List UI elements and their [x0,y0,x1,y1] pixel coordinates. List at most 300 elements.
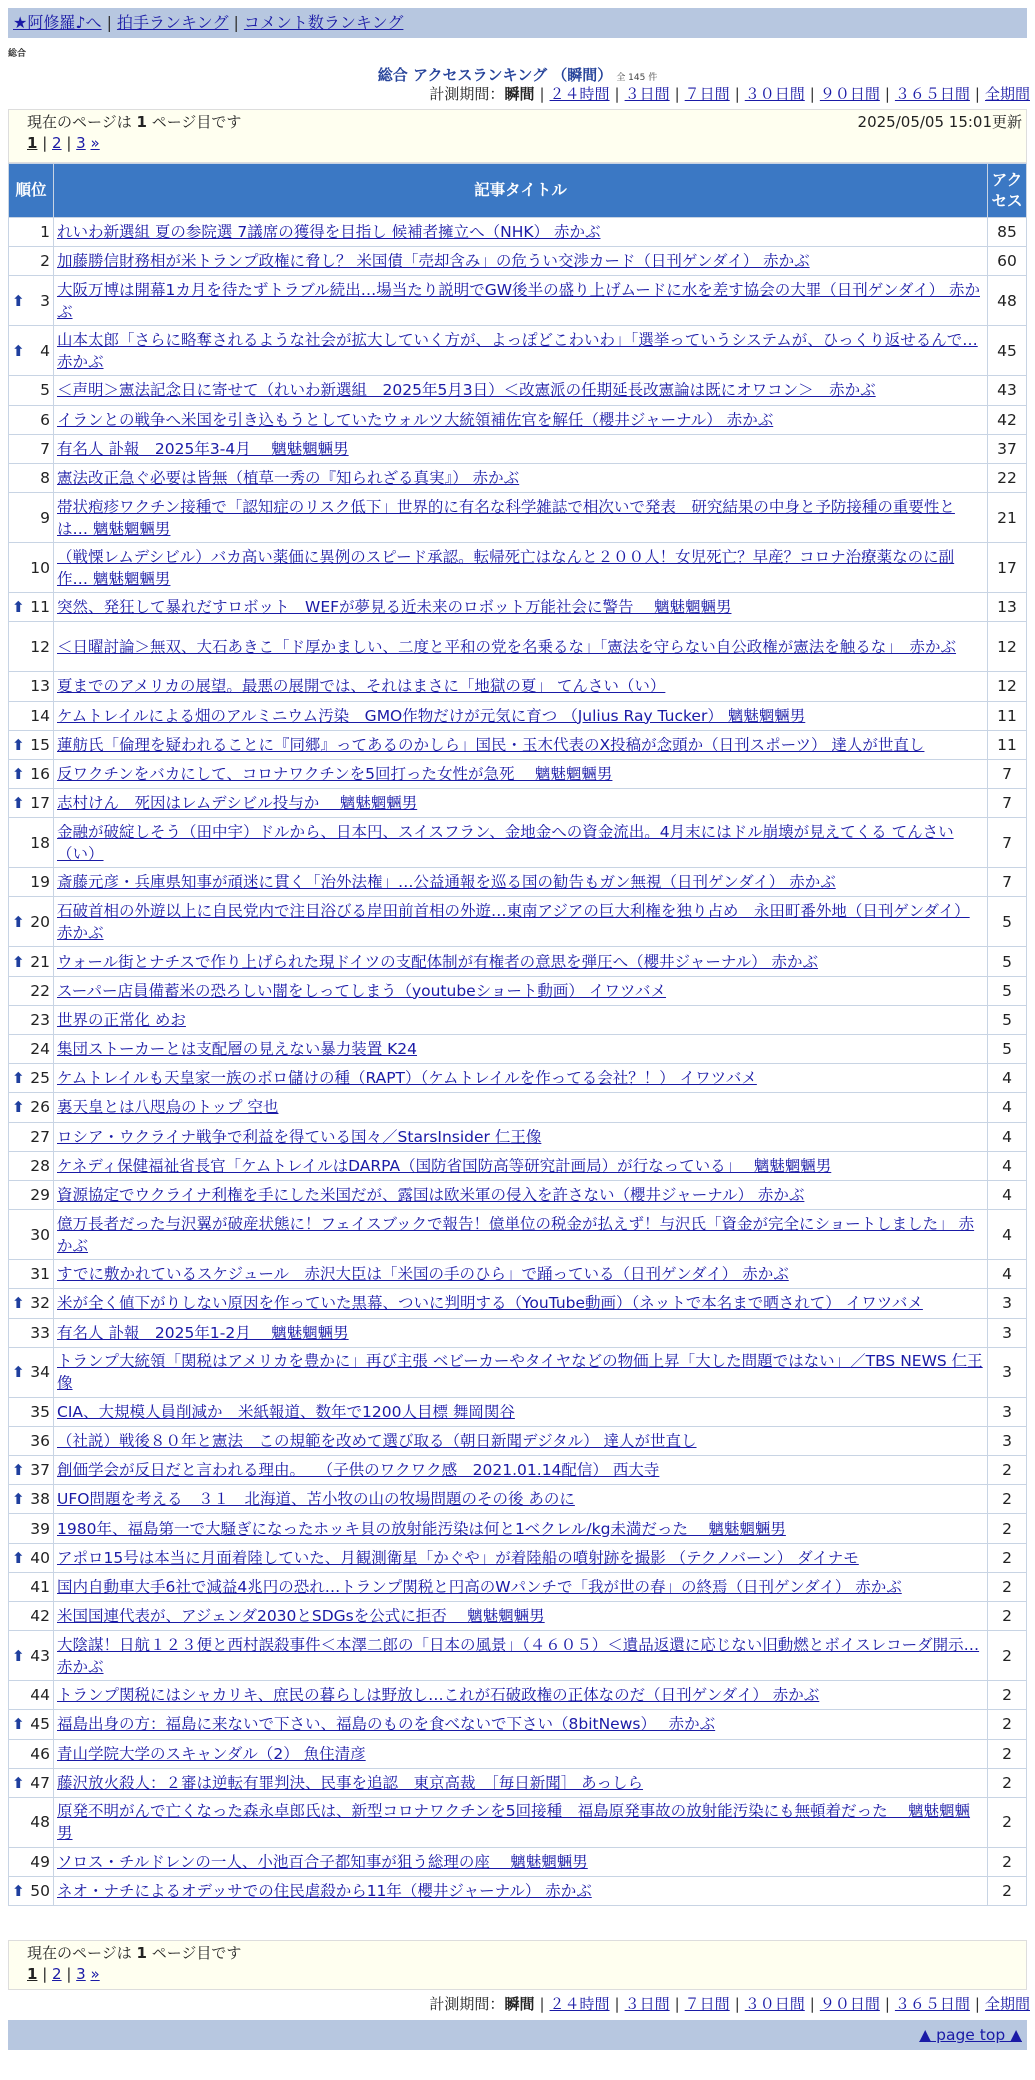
rank-number: 26 [30,1098,50,1117]
table-row [9,593,1027,622]
page-link[interactable]: 2 [52,134,62,152]
access-count: 2 [988,1572,1027,1601]
period-option[interactable]: ３日間 [624,1995,670,2013]
separator: | [614,1995,620,2013]
article-link[interactable]: 青山学院大学のスキャンダル（2） 魚住清彦 [57,1744,366,1763]
period-option[interactable]: ３６５日間 [894,1995,970,2013]
separator: | [809,1995,815,2013]
article-link[interactable]: UFO問題を考える ３１ 北海道、苫小牧の山の牧場問題のその後 あのに [57,1490,575,1509]
article-link[interactable]: 国内自動車大手6社で減益4兆円の恐れ…トランプ関税と円高のWパンチで「我が世の春」の終焉（日刊ゲンダイ） 赤かぶ [57,1577,902,1596]
rank-cell [9,1122,54,1151]
table-row [9,947,1027,976]
rank-cell [9,622,54,672]
rank-cell [9,493,54,543]
title-cell [54,1210,988,1260]
title-cell [54,1681,988,1710]
title-cell [54,1572,988,1601]
article-link[interactable]: 反ワクチンをバカにして、コロナワクチンを5回打った女性が急死 魑魅魍魎男 [57,764,613,783]
access-count: 45 [988,326,1027,376]
title-cell [54,1426,988,1455]
article-link[interactable]: イランとの戦争へ米国を引き込もうとしていたウォルツ大統領補佐官を解任（櫻井ジャーナル） 赤かぶ [57,410,774,429]
rank-number: 35 [30,1402,50,1421]
separator: | [884,85,890,103]
up-arrow-icon: ⬆ [12,952,25,971]
article-link[interactable]: 裏天皇とは八咫烏のトップ 空也 [57,1098,279,1117]
title-cell [54,405,988,434]
rank-number: 15 [30,735,50,754]
article-link[interactable]: 有名人 訃報 2025年3-4月 魑魅魍魎男 [57,439,349,458]
rank-cell [9,1093,54,1122]
article-link[interactable]: 米国国連代表が、アジェンダ2030とSDGsを公式に拒否 魑魅魍魎男 [57,1607,545,1626]
rank-number: 36 [30,1431,50,1450]
article-link[interactable]: 金融が破綻しそう（田中宇）ドルから、日本円、スイスフラン、金地金への資金流出。4月末にはドル崩壊が見えてくる てんさい（い） [57,822,954,863]
article-link[interactable]: 資源協定でウクライナ利権を手にした米国だが、露国は欧米軍の侵入を許さない（櫻井ジャーナル） 赤かぶ [57,1186,805,1205]
rank-number: 12 [30,637,50,656]
access-count: 4 [988,1151,1027,1180]
rank-cell [9,1180,54,1209]
table-row [9,1456,1027,1485]
article-link[interactable]: 帯状疱疹ワクチン接種で「認知症のリスク低下」世界的に有名な科学雑誌で相次いで発表 研究結果の中身と予防接種の重要性とは… 魑魅魍魎男 [57,497,955,538]
table-row [9,1260,1027,1289]
access-count: 5 [988,976,1027,1005]
article-link[interactable]: ＜日曜討論＞無双、大石あきこ「ド厚かましい、二度と平和の党を名乗るな」「憲法を守らない自公政権が憲法を触るな」 赤かぶ [57,637,957,656]
article-link[interactable]: 米が全く値下がりしない原因を作っていた黒幕、ついに判明する（YouTube動画）（ネットで本名まで晒されて） イワツバメ [57,1294,923,1313]
ranking-title-text: 総合 アクセスランキング （瞬間） [377,66,613,84]
rank-cell [9,730,54,759]
article-link[interactable]: スーパー店員備蓄米の恐ろしい闇をしってしまう（youtubeショート動画） イワツバメ [57,981,667,1000]
article-link[interactable]: 創価学会が反日だと言われる理由。 （子供のワクワク感 2021.01.14配信） 西大寺 [57,1461,660,1480]
table-row [9,543,1027,593]
table-row [9,405,1027,434]
title-cell [54,1318,988,1347]
access-count: 2 [988,1768,1027,1797]
rank-cell [9,1289,54,1318]
rank-number: 38 [30,1490,50,1509]
title-cell [54,1877,988,1906]
table-row [9,1877,1027,1906]
table-row [9,1005,1027,1034]
table-row [9,1289,1027,1318]
table-row [9,218,1027,247]
table-row [9,1347,1027,1397]
rank-number: 24 [30,1040,50,1059]
separator: | [106,13,112,32]
rank-number: 46 [30,1744,50,1763]
period-selector-bottom [429,1994,1030,2014]
table-row [9,434,1027,463]
separator: | [539,85,545,103]
title-cell [54,1064,988,1093]
rank-number: 33 [30,1323,50,1342]
article-link[interactable]: ＜声明＞憲法記念日に寄せて（れいわ新選組 2025年5月3日）＜改憲派の任期延長改憲論は既にオワコン＞ 赤かぶ [57,381,876,400]
ranking-title [0,64,1035,85]
access-count: 2 [988,1631,1027,1681]
period-option[interactable]: ７日間 [684,85,730,103]
title-cell [54,1514,988,1543]
up-arrow-icon: ⬆ [12,1069,25,1088]
access-count: 4 [988,1064,1027,1093]
table-row [9,1631,1027,1681]
article-link[interactable]: ケムトレイルによる畑のアルミニウム汚染 GMO作物だけが元気に育つ （Julius Ray Tucker） 魑魅魍魎男 [57,706,806,725]
table-row [9,672,1027,701]
table-row [9,463,1027,492]
access-count: 2 [988,1602,1027,1631]
rank-cell [9,405,54,434]
title-cell [54,701,988,730]
period-option[interactable]: ２４時間 [549,1995,610,2013]
article-link[interactable]: 大陰謀！日航１２３便と西村誤殺事件＜本澤二郎の「日本の風景」（４６０５）＜遺品返還に応じない旧動燃とボイスレコーダ開示… 赤かぶ [57,1635,980,1676]
up-arrow-icon: ⬆ [12,1715,25,1734]
clap-ranking-link[interactable]: 拍手ランキング [116,13,229,32]
rank-cell [9,701,54,730]
table-row [9,376,1027,405]
table-row [9,276,1027,326]
title-cell [54,1768,988,1797]
ranking-table [8,163,1027,1906]
rank-cell [9,1064,54,1093]
article-link[interactable]: ケムトレイルも天皇家一族のボロ儲けの種（RAPT）（ケムトレイルを作ってる会社？！） イワツバメ [57,1069,757,1088]
title-cell [54,818,988,868]
title-cell [54,326,988,376]
title-cell [54,976,988,1005]
period-label: 計測期間： [429,85,505,103]
rank-number: 28 [30,1156,50,1175]
rank-cell [9,276,54,326]
period-option[interactable]: 全期間 [984,85,1030,103]
ranking-body [9,218,1027,1906]
rank-cell [9,1847,54,1876]
table-row [9,789,1027,818]
access-count: 7 [988,759,1027,788]
title-cell [54,622,988,672]
rank-cell [9,1877,54,1906]
table-row [9,1093,1027,1122]
comment-ranking-link[interactable]: コメント数ランキング [243,13,404,32]
article-link[interactable]: 有名人 訃報 2025年1-2月 魑魅魍魎男 [57,1323,349,1342]
pagination-top [27,133,1014,154]
title-cell [54,947,988,976]
rank-number: 11 [30,598,50,617]
rank-cell [9,672,54,701]
table-row [9,1543,1027,1572]
rank-cell [9,1710,54,1739]
up-arrow-icon: ⬆ [12,1773,25,1792]
period-current: 瞬間 [504,1995,535,2013]
table-row [9,1064,1027,1093]
rank-number: 29 [30,1186,50,1205]
article-link[interactable]: トランプ大統領「関税はアメリカを豊かに」再び主張 ベビーカーやタイヤなどの物価上昇「大した問題ではない」／TBS NEWS 仁王像 [57,1352,983,1393]
page-link[interactable]: 2 [52,1965,62,1983]
access-count: 3 [988,1318,1027,1347]
rank-number: 34 [30,1363,50,1382]
rank-number: 23 [30,1010,50,1029]
rank-cell [9,376,54,405]
title-cell [54,897,988,947]
access-count: 4 [988,1210,1027,1260]
title-cell [54,376,988,405]
access-count: 43 [988,376,1027,405]
rank-number: 7 [40,439,50,458]
period-option[interactable]: ２４時間 [549,85,610,103]
rank-number: 45 [30,1715,50,1734]
page-info-bottom [8,1940,1027,1990]
access-count: 3 [988,1347,1027,1397]
article-link[interactable]: （社説）戦後８０年と憲法 この規範を改めて選び取る（朝日新聞デジタル） 達人が世直し [57,1431,697,1450]
home-link[interactable]: ★阿修羅♪へ [13,13,102,32]
rank-cell [9,1347,54,1397]
title-cell [54,1602,988,1631]
title-cell [54,1631,988,1681]
article-link[interactable]: 原発不明がんで亡くなった森永卓郎氏は、新型コロナワクチンを5回接種 福島原発事故の放射能汚染にも無頓着だった 魑魅魍魎男 [57,1802,971,1843]
article-link[interactable]: 斎藤元彦・兵庫県知事が頑迷に貫く「治外法権」…公益通報を巡る国の勧告もガン無視（日刊ゲンダイ） 赤かぶ [57,873,836,892]
title-cell [54,276,988,326]
article-link[interactable]: 大阪万博は開幕1カ月を待たずトラブル続出…場当たり説明でGW後半の盛り上げムードに水を差す協会の大罪（日刊ゲンダイ） 赤かぶ [57,280,980,321]
title-cell [54,1739,988,1768]
page-info-text: 現在のページは 1 ページ目です [27,113,242,131]
rank-number: 9 [40,508,50,527]
rank-number: 2 [40,252,50,271]
article-link[interactable]: ネオ・ナチによるオデッサでの住民虐殺から11年（櫻井ジャーナル） 赤かぶ [57,1882,592,1901]
article-link[interactable]: 藤沢放火殺人：２審は逆転有罪判決、民事を追認 東京高裁 ［毎日新聞］ あっしら [57,1773,644,1792]
title-cell [54,1151,988,1180]
separator: | [61,1965,77,1983]
header-title: 記事タイトル [54,164,988,218]
article-link[interactable]: 1980年、福島第一で大騒ぎになったホッキ貝の放射能汚染は何と1ベクレル/kg未満だった 魑魅魍魎男 [57,1519,786,1538]
separator: | [974,85,980,103]
rank-cell [9,1260,54,1289]
table-row [9,701,1027,730]
table-row [9,1710,1027,1739]
title-cell [54,1122,988,1151]
page-link[interactable]: 3 [76,1965,86,1983]
rank-number: 22 [30,981,50,1000]
access-count: 12 [988,672,1027,701]
table-row [9,622,1027,672]
title-cell [54,1710,988,1739]
article-link[interactable]: CIA、大規模人員削減か 米紙報道、数年で1200人目標 舞岡関谷 [57,1402,515,1421]
period-option[interactable]: ３６５日間 [894,85,970,103]
article-link[interactable]: 億万長者だった与沢翼が破産状態に！フェイスブックで報告！億単位の税金が払えず！与沢氏「資金が完全にショートしました」 赤かぶ [57,1214,975,1255]
separator: | [37,134,53,152]
table-row [9,868,1027,897]
article-link[interactable]: すでに敷かれているスケジュール 赤沢大臣は「米国の手のひら」で踊っている（日刊ゲンダイ） 赤かぶ [57,1265,789,1284]
next-page-link[interactable]: » [90,134,100,152]
rank-cell [9,1485,54,1514]
access-count: 11 [988,730,1027,759]
rank-cell [9,326,54,376]
separator: | [734,1995,740,2013]
access-count: 4 [988,1180,1027,1209]
rank-number: 25 [30,1069,50,1088]
separator: | [734,85,740,103]
title-cell [54,1847,988,1876]
access-count: 11 [988,701,1027,730]
access-count: 21 [988,493,1027,543]
up-arrow-icon: ⬆ [12,764,25,783]
title-cell [54,593,988,622]
article-link[interactable]: 蓮舫氏「倫理を疑われることに『同郷』ってあるのかしら」国民・玉木代表のX投稿が念頭か（日刊スポーツ） 達人が世直し [57,735,925,754]
up-arrow-icon: ⬆ [12,598,25,617]
table-row [9,1318,1027,1347]
table-row [9,1768,1027,1797]
access-count: 3 [988,1426,1027,1455]
period-option[interactable]: ３日間 [624,85,670,103]
rank-cell [9,1631,54,1681]
article-link[interactable]: 山本太郎「さらに略奪されるような社会が拡大していく方が、よっぽどこわいわ」「選挙っていうシステムが、ひっくり返せるんで… 赤かぶ [57,330,978,371]
rank-cell [9,1514,54,1543]
access-count: 2 [988,1514,1027,1543]
period-selector-top [429,84,1030,104]
title-cell [54,1397,988,1426]
up-arrow-icon: ⬆ [12,1294,25,1313]
period-option[interactable]: ３０日間 [744,85,805,103]
period-option[interactable]: ３０日間 [744,1995,805,2013]
title-cell [54,789,988,818]
article-link[interactable]: 加藤勝信財務相が米トランプ政権に脅し？ 米国債「売却含み」の危うい交渉カード（日刊ゲンダイ） 赤かぶ [57,252,810,271]
rank-number: 1 [40,223,50,242]
article-link[interactable]: ロシア・ウクライナ戦争で利益を得ている国々／StarsInsider 仁王像 [57,1127,542,1146]
article-link[interactable]: 世界の正常化 めお [57,1010,186,1029]
rank-number: 40 [30,1548,50,1567]
access-count: 22 [988,463,1027,492]
up-arrow-icon: ⬆ [12,735,25,754]
article-link[interactable]: ウォール街とナチスで作り上げられた現ドイツの支配体制が有権者の意思を弾圧へ（櫻井ジャーナル） 赤かぶ [57,952,819,971]
access-count: 17 [988,543,1027,593]
title-cell [54,759,988,788]
title-cell [54,543,988,593]
separator: | [614,85,620,103]
rank-number: 10 [30,558,50,577]
access-count: 85 [988,218,1027,247]
access-count: 4 [988,1260,1027,1289]
up-arrow-icon: ⬆ [12,1461,25,1480]
title-cell [54,218,988,247]
rank-number: 47 [30,1773,50,1792]
rank-number: 19 [30,873,50,892]
rank-cell [9,789,54,818]
page-top-bar [8,2020,1027,2050]
rank-number: 32 [30,1294,50,1313]
up-arrow-icon: ⬆ [12,1882,25,1901]
separator: | [884,1995,890,2013]
rank-cell [9,1543,54,1572]
article-link[interactable]: 突然、発狂して暴れだすロボット WEFが夢見る近未来のロボット万能社会に警告 魑魅魍魎男 [57,598,732,617]
title-cell [54,493,988,543]
access-count: 3 [988,1397,1027,1426]
rank-cell [9,434,54,463]
rank-number: 18 [30,833,50,852]
up-arrow-icon: ⬆ [12,1098,25,1117]
access-count: 4 [988,1122,1027,1151]
table-row [9,1426,1027,1455]
rank-cell [9,897,54,947]
header-access: アクセス [988,164,1027,218]
article-link[interactable]: 志村けん 死因はレムデシビル投与か 魑魅魍魎男 [57,794,418,813]
table-row [9,1572,1027,1601]
rank-number: 16 [30,764,50,783]
period-option[interactable]: ９０日間 [819,85,880,103]
up-arrow-icon: ⬆ [12,794,25,813]
page-info-text: 現在のページは 1 ページ目です [27,1944,242,1962]
table-row [9,1210,1027,1260]
table-row [9,1602,1027,1631]
page-link[interactable]: 3 [76,134,86,152]
title-cell [54,1180,988,1209]
pagination-bottom [27,1964,1014,1985]
table-row [9,1151,1027,1180]
article-link[interactable]: ケネディ保健福祉省長官「ケムトレイルはDARPA（国防省国防高等研究計画局）が行なっている」 魑魅魍魎男 [57,1156,832,1175]
article-link[interactable]: ソロス・チルドレンの一人、小池百合子都知事が狙う総理の座 魑魅魍魎男 [57,1853,588,1872]
rank-cell [9,463,54,492]
separator: | [61,134,77,152]
access-count: 2 [988,1543,1027,1572]
period-option[interactable]: ９０日間 [819,1995,880,2013]
rank-cell [9,1151,54,1180]
table-row [9,247,1027,276]
title-cell [54,1093,988,1122]
rank-number: 8 [40,469,50,488]
access-count: 2 [988,1797,1027,1847]
separator: | [974,1995,980,2013]
page-top-link[interactable]: ▲ page top ▲ [919,2026,1022,2044]
table-row [9,976,1027,1005]
rank-number: 43 [30,1646,50,1665]
access-count: 42 [988,405,1027,434]
access-count: 4 [988,1093,1027,1122]
top-nav-bar [8,8,1027,38]
article-link[interactable]: 夏までのアメリカの展望。最悪の展開では、それはまさに「地獄の夏」 てんさい（い） [57,677,666,696]
title-cell [54,1456,988,1485]
article-link[interactable]: アポロ15号は本当に月面着陸していた、月観測衛星「かぐや」が着陸船の噴射跡を撮影 （テクノバーン） ダイナモ [57,1548,859,1567]
rank-cell [9,1426,54,1455]
up-arrow-icon: ⬆ [12,1490,25,1509]
article-link[interactable]: れいわ新選組 夏の参院選 7議席の獲得を目指し 候補者擁立へ（NHK） 赤かぶ [57,223,601,242]
article-link[interactable]: 石破首相の外遊以上に自民党内で注目浴びる岸田前首相の外遊…東南アジアの巨大利権を独り占め 永田町番外地（日刊ゲンダイ） 赤かぶ [57,901,970,942]
rank-number: 27 [30,1127,50,1146]
table-row [9,1122,1027,1151]
article-link[interactable]: トランプ関税にはシャカリキ、庶民の暮らしは野放し…これが石破政権の正体なのだ（日刊ゲンダイ） 赤かぶ [57,1686,820,1705]
rank-number: 30 [30,1225,50,1244]
next-page-link[interactable]: » [90,1965,100,1983]
period-option[interactable]: 全期間 [984,1995,1030,2013]
title-cell [54,1347,988,1397]
separator: | [233,13,239,32]
article-link[interactable]: 福島出身の方：福島に来ないで下さい、福島のものを食べないで下さい（8bitNews） 赤かぶ [57,1715,716,1734]
table-row [9,759,1027,788]
article-link[interactable]: 集団ストーカーとは支配層の見えない暴力装置 K24 [57,1040,418,1059]
table-row [9,1847,1027,1876]
rank-cell [9,1797,54,1847]
table-row [9,1739,1027,1768]
access-count: 60 [988,247,1027,276]
access-count: 48 [988,276,1027,326]
rank-number: 44 [30,1686,50,1705]
ranking-count: 全 145 件 [616,73,658,83]
rank-number: 42 [30,1607,50,1626]
title-cell [54,1035,988,1064]
title-cell [54,463,988,492]
rank-cell [9,976,54,1005]
article-link[interactable]: （戦慄レムデシビル）バカ高い薬価に異例のスピード承認。転帰死亡はなんと２００人！女児死亡？早産？コロナ治療薬なのに副作… 魑魅魍魎男 [57,547,955,588]
rank-number: 20 [30,912,50,931]
article-link[interactable]: 憲法改正急ぐ必要は皆無（植草一秀の『知られざる真実』） 赤かぶ [57,469,520,488]
table-row [9,818,1027,868]
page-info-top [8,109,1027,163]
period-option[interactable]: ７日間 [684,1995,730,2013]
period-label: 計測期間： [429,1995,505,2013]
rank-number: 41 [30,1577,50,1596]
separator: | [674,1995,680,2013]
